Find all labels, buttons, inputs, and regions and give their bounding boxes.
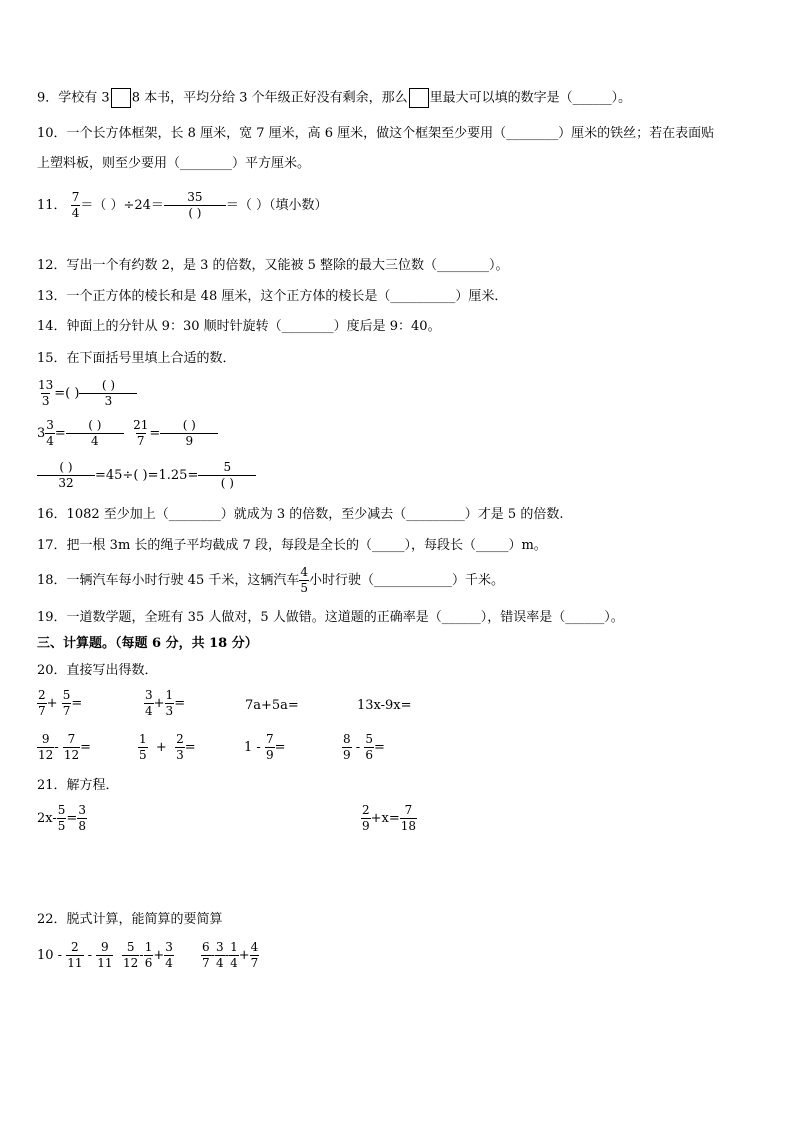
numerator: 5 bbox=[365, 732, 373, 746]
blank-box[interactable] bbox=[409, 88, 429, 108]
denominator: 6 bbox=[365, 748, 373, 762]
numerator: 2 bbox=[176, 732, 184, 746]
section-3-heading: 三、计算题。（每题 6 分，共 18 分） bbox=[37, 636, 258, 651]
text-segment: = bbox=[373, 740, 385, 755]
numerator: 3 bbox=[145, 688, 153, 702]
text-segment: = bbox=[80, 740, 92, 755]
fraction bbox=[45, 418, 55, 449]
denominator: 18 bbox=[400, 819, 417, 833]
denominator: 9 bbox=[160, 433, 218, 449]
fraction bbox=[77, 803, 87, 834]
question-12: 12．写出一个有约数 2，是 3 的倍数，又能被 5 整除的最大三位数（________）。 bbox=[37, 258, 509, 273]
text-segment: + bbox=[46, 696, 58, 711]
text-segment: - bbox=[139, 948, 144, 963]
numerator: 3 bbox=[216, 940, 224, 954]
numerator: 13 bbox=[38, 378, 54, 392]
numerator: 3 bbox=[46, 418, 54, 432]
question-17: 17．把一根 3m 长的绳子平均截成 7 段，每段是全长的（_____），每段长（_____）m。 bbox=[37, 538, 547, 553]
numerator: 5 bbox=[223, 460, 232, 474]
fraction bbox=[66, 418, 124, 449]
q21-equation1 bbox=[37, 803, 87, 834]
denominator: 8 bbox=[78, 819, 86, 833]
numerator: ( ) bbox=[59, 460, 73, 474]
denominator: 4 bbox=[165, 956, 173, 970]
denominator: ( ) bbox=[198, 475, 256, 491]
numerator: ( ) bbox=[88, 418, 102, 432]
text-segment: + bbox=[155, 740, 167, 755]
q20-expr5 bbox=[37, 732, 91, 763]
fraction bbox=[164, 940, 174, 971]
denominator: 7 bbox=[38, 704, 46, 718]
numerator: 1 bbox=[230, 940, 238, 954]
denominator: 4 bbox=[66, 433, 124, 449]
numerator: 35 bbox=[187, 190, 203, 204]
denominator: 3 bbox=[41, 394, 50, 408]
q15-row2: 3 $\frac{3}{4}$ = $\frac{( )}{4}$ $\frac{21}{7}$ = $\frac{( )}{9}$ bbox=[37, 418, 218, 449]
text-segment: 3 bbox=[37, 426, 46, 441]
q11-part2: ＝（ ）（填小数） bbox=[225, 198, 328, 213]
text-segment: 10 - bbox=[37, 948, 63, 963]
numerator: 3 bbox=[78, 803, 86, 817]
question-10-line2: 上塑料板，则至少要用（________）平方厘米。 bbox=[37, 156, 311, 171]
fraction bbox=[144, 940, 154, 971]
text-segment: +x= bbox=[370, 811, 400, 826]
fraction bbox=[37, 732, 54, 763]
fraction bbox=[57, 803, 67, 834]
denominator: 32 bbox=[37, 475, 95, 491]
q20-expr1 bbox=[37, 688, 82, 719]
denominator: 5 bbox=[139, 748, 147, 762]
numerator: 8 bbox=[343, 732, 351, 746]
fraction bbox=[299, 565, 309, 596]
question-9 bbox=[37, 88, 631, 108]
q20-expr4: 13x-9x= bbox=[357, 698, 412, 713]
text-segment: =45÷( )=1.25= bbox=[95, 468, 199, 483]
q20-expr3: 7a+5a= bbox=[245, 698, 299, 713]
denominator: 9 bbox=[265, 748, 274, 762]
denominator: 6 bbox=[144, 956, 153, 970]
text-segment: - bbox=[54, 740, 59, 755]
fraction bbox=[66, 940, 83, 971]
numerator: 1 bbox=[144, 940, 153, 954]
denominator: 5 bbox=[57, 819, 66, 833]
q20-expr7 bbox=[244, 732, 285, 763]
fraction bbox=[132, 418, 149, 449]
numerator: 4 bbox=[300, 565, 308, 579]
q22-calc3 bbox=[201, 940, 259, 971]
numerator: 1 bbox=[139, 732, 147, 746]
numerator: 2 bbox=[71, 940, 79, 954]
q20-expr6 bbox=[138, 732, 196, 763]
fraction bbox=[71, 190, 81, 221]
denominator: 4 bbox=[216, 956, 224, 970]
numerator: 7 bbox=[67, 732, 76, 746]
numerator: 2 bbox=[38, 688, 46, 702]
q21-equation2 bbox=[361, 803, 417, 834]
fraction bbox=[342, 732, 352, 763]
denominator: 9 bbox=[343, 748, 351, 762]
text-segment: + bbox=[153, 696, 165, 711]
fraction bbox=[160, 418, 218, 449]
fraction bbox=[265, 732, 275, 763]
text-segment: = bbox=[274, 740, 286, 755]
question-21-title: 21．解方程． bbox=[37, 778, 119, 793]
denominator: 9 bbox=[362, 819, 370, 833]
numerator: ( ) bbox=[101, 378, 116, 392]
denominator: 3 bbox=[79, 393, 137, 409]
fraction bbox=[164, 190, 226, 221]
denominator: 7 bbox=[202, 956, 210, 970]
fraction bbox=[138, 732, 148, 763]
numerator: 9 bbox=[41, 732, 50, 746]
denominator: 7 bbox=[136, 434, 145, 448]
question-16: 16．1082 至少加上（________）就成为 3 的倍数，至少减去（_________）才是 5 的倍数. bbox=[37, 507, 564, 522]
fraction bbox=[37, 460, 95, 491]
fraction bbox=[63, 732, 80, 763]
denominator: 4 bbox=[230, 956, 238, 970]
text-segment: + bbox=[238, 948, 250, 963]
q20-expr2 bbox=[144, 688, 185, 719]
fraction bbox=[122, 940, 139, 971]
numerator: ( ) bbox=[182, 418, 196, 432]
fraction bbox=[201, 940, 211, 971]
text-segment: - bbox=[355, 740, 361, 755]
denominator: 7 bbox=[62, 704, 71, 718]
denominator: 4 bbox=[46, 434, 54, 448]
q20-expr8 bbox=[342, 732, 385, 763]
text-segment: - bbox=[224, 948, 230, 963]
denominator: 4 bbox=[145, 704, 153, 718]
text-segment: = bbox=[71, 696, 83, 711]
fraction bbox=[175, 732, 185, 763]
q9-text-a: 9．学校有 3 bbox=[37, 90, 110, 106]
denominator: 7 bbox=[250, 956, 259, 970]
text-segment: 2x- bbox=[37, 811, 57, 826]
denominator: 11 bbox=[67, 956, 83, 970]
denominator: 3 bbox=[165, 704, 174, 718]
question-18 bbox=[37, 565, 504, 596]
text-segment: =( ) bbox=[54, 386, 80, 401]
fraction bbox=[250, 940, 260, 971]
numerator: 7 bbox=[265, 732, 274, 746]
fraction bbox=[37, 378, 54, 409]
fraction bbox=[198, 460, 256, 491]
text-segment: = bbox=[174, 696, 186, 711]
text-segment: = bbox=[66, 811, 78, 826]
denominator: 4 bbox=[71, 206, 80, 220]
text-segment: 18．一辆汽车每小时行驶 45 千米，这辆汽车 bbox=[37, 573, 300, 588]
question-22-title: 22．脱式计算，能简算的要简算 bbox=[37, 912, 223, 927]
q11-label: 11． bbox=[37, 198, 67, 213]
text-segment: - bbox=[210, 948, 216, 963]
q9-text-c: 里最大可以填的数字是（______）。 bbox=[429, 90, 632, 106]
question-19: 19．一道数学题，全班有 35 人做对，5 人做错。这道题的正确率是（______），错误率是（______）。 bbox=[37, 610, 624, 625]
question-20-title: 20．直接写出得数． bbox=[37, 663, 158, 678]
numerator: 7 bbox=[404, 803, 413, 817]
q9-text-b: 8 本书，平均分给 3 个年级正好没有剩余，那么 bbox=[131, 90, 408, 106]
denominator: 3 bbox=[176, 748, 184, 762]
fraction bbox=[37, 688, 47, 719]
denominator: 5 bbox=[300, 581, 308, 595]
denominator: 12 bbox=[38, 748, 54, 762]
numerator: 4 bbox=[250, 940, 259, 954]
denominator: 12 bbox=[123, 956, 139, 970]
text-segment: + bbox=[153, 948, 165, 963]
question-15-title: 15．在下面括号里填上合适的数． bbox=[37, 351, 236, 366]
fraction bbox=[62, 688, 72, 719]
numerator: 6 bbox=[202, 940, 210, 954]
fraction bbox=[361, 803, 371, 834]
q15-row1 bbox=[37, 378, 137, 409]
q11-part1: ＝（ ）÷24＝ bbox=[80, 198, 164, 213]
fraction bbox=[364, 732, 374, 763]
q22-calc2 bbox=[122, 940, 174, 971]
fraction bbox=[96, 940, 113, 971]
fraction bbox=[229, 940, 239, 971]
text-segment: 1 - bbox=[244, 740, 265, 755]
fraction bbox=[144, 688, 154, 719]
question-14: 14．钟面上的分针从 9：30 顺时针旋转（________）度后是 9：40。 bbox=[37, 319, 441, 334]
numerator: 5 bbox=[62, 688, 71, 702]
numerator: 3 bbox=[165, 940, 173, 954]
fraction bbox=[79, 378, 137, 409]
question-13: 13．一个正方体的棱长和是 48 厘米，这个正方体的棱长是（__________）厘米． bbox=[37, 289, 508, 304]
numerator: 2 bbox=[362, 803, 370, 817]
fraction bbox=[400, 803, 417, 834]
numerator: 21 bbox=[133, 418, 149, 432]
numerator: 9 bbox=[101, 940, 109, 954]
denominator: ( ) bbox=[164, 205, 226, 221]
denominator: 12 bbox=[63, 748, 80, 762]
question-11 bbox=[37, 190, 328, 221]
text-segment: = bbox=[184, 740, 196, 755]
fraction bbox=[215, 940, 225, 971]
numerator: 7 bbox=[71, 190, 80, 204]
q22-calc1 bbox=[37, 940, 113, 971]
numerator: 1 bbox=[165, 688, 174, 702]
blank-box[interactable] bbox=[111, 88, 131, 108]
denominator: 11 bbox=[97, 956, 113, 970]
text-segment: 小时行驶（____________）千米。 bbox=[309, 573, 505, 588]
text-segment: - bbox=[87, 948, 93, 963]
q15-row3 bbox=[37, 460, 256, 491]
question-10-line1: 10．一个长方体框架，长 8 厘米，宽 7 厘米，高 6 厘米，做这个框架至少要用（________）厘米的铁丝；若在表面贴 bbox=[37, 126, 715, 141]
fraction bbox=[165, 688, 175, 719]
numerator: 5 bbox=[57, 803, 66, 817]
numerator: 5 bbox=[126, 940, 135, 954]
